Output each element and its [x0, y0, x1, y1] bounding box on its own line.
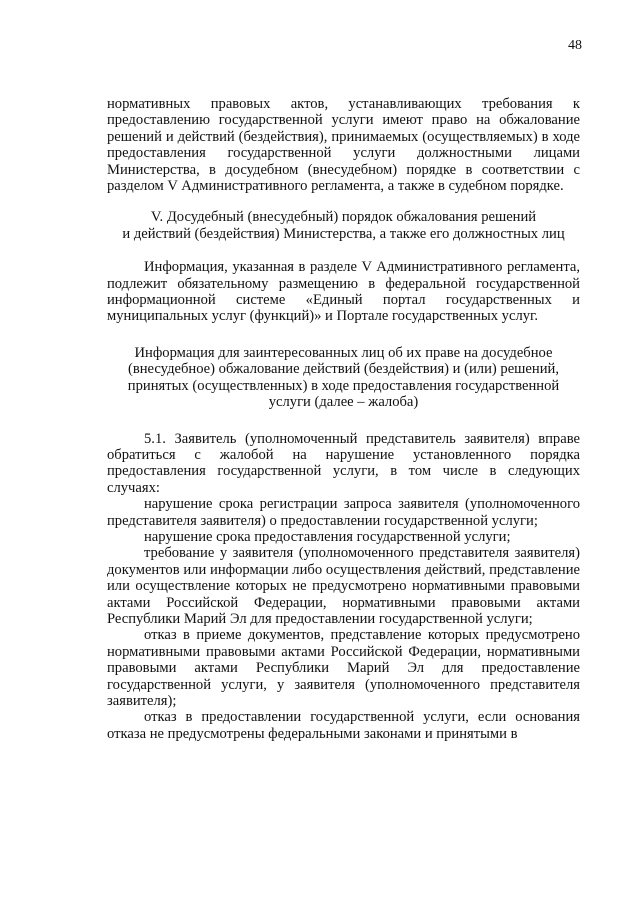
- list-item-service-deadline: нарушение срока предоставления государственной услуги;: [144, 528, 511, 545]
- document-body: [107, 96, 580, 742]
- list-item-extra-documents: требование у заявителя (уполномоченного представителя заявителя) документов или информации либо осуществления действий, представление или осуществление которых не предусмотрено нормативными правовыми актами Российской Федерации, нормативными правовыми актами Республики Марий Эл для предоставлении государственной услуги;: [107, 545, 580, 627]
- subheading-line-2: (внесудебное) обжалование действий (бездействия) и (или) решений,: [128, 361, 559, 378]
- section-heading-v: [107, 209, 580, 242]
- list-item-registration-deadline: нарушение срока регистрации запроса заявителя (уполномоченного представителя заявителя) о предоставлении государственной услуги;: [107, 496, 580, 529]
- paragraph-5-1: 5.1. Заявитель (уполномоченный представитель заявителя) вправе обратиться с жалобой на нарушение установленного порядка предоставления государственной услуги, в том числе в следующих случаях:: [107, 430, 580, 496]
- subheading-line-4: услуги (далее – жалоба): [268, 394, 419, 411]
- section-heading-v-line-2: и действий (бездействия) Министерства, а также его должностных лиц: [122, 225, 565, 242]
- list-item-refusal-acceptance: отказ в приеме документов, представление которых предусмотрено нормативными правовыми актами Российской Федерации, нормативными правовыми актами Республики Марий Эл для предоставление государственной услуги, у заявителя (уполномоченного представителя заявителя);: [107, 627, 580, 709]
- subheading-line-3: принятых (осуществленных) в ходе предоставления государственной: [127, 377, 560, 394]
- page-number: 48: [568, 38, 582, 53]
- list-item-refusal-service: отказ в предоставлении государственной услуги, если основания отказа не предусмотрены федеральными законами и принятыми в: [107, 709, 580, 742]
- subheading-line-1: Информация для заинтересованных лиц об их праве на досудебное: [134, 344, 553, 361]
- paragraph-appeal-right: нормативных правовых актов, устанавливающих требования к предоставлению государственной услуги имеют право на обжалование решений и действий (бездействия), принимаемых (осуществляемых) в ходе предоставления государственной услуги должностными лицами Министерства, в досудебном (внесудебном) порядке в соответствии с разделом V Административного регламента, а также в судебном порядке.: [107, 96, 580, 195]
- paragraph-info-publication: Информация, указанная в разделе V Административного регламента, подлежит обязательному размещению в федеральной государственной информационной системе «Единый портал государственных и муниципальных услуг (функций)» и Портале государственных услуг.: [107, 259, 580, 325]
- section-heading-v-line-1: V. Досудебный (внесудебный) порядок обжалования решений: [150, 209, 537, 226]
- subheading-complaint-info: [107, 345, 580, 411]
